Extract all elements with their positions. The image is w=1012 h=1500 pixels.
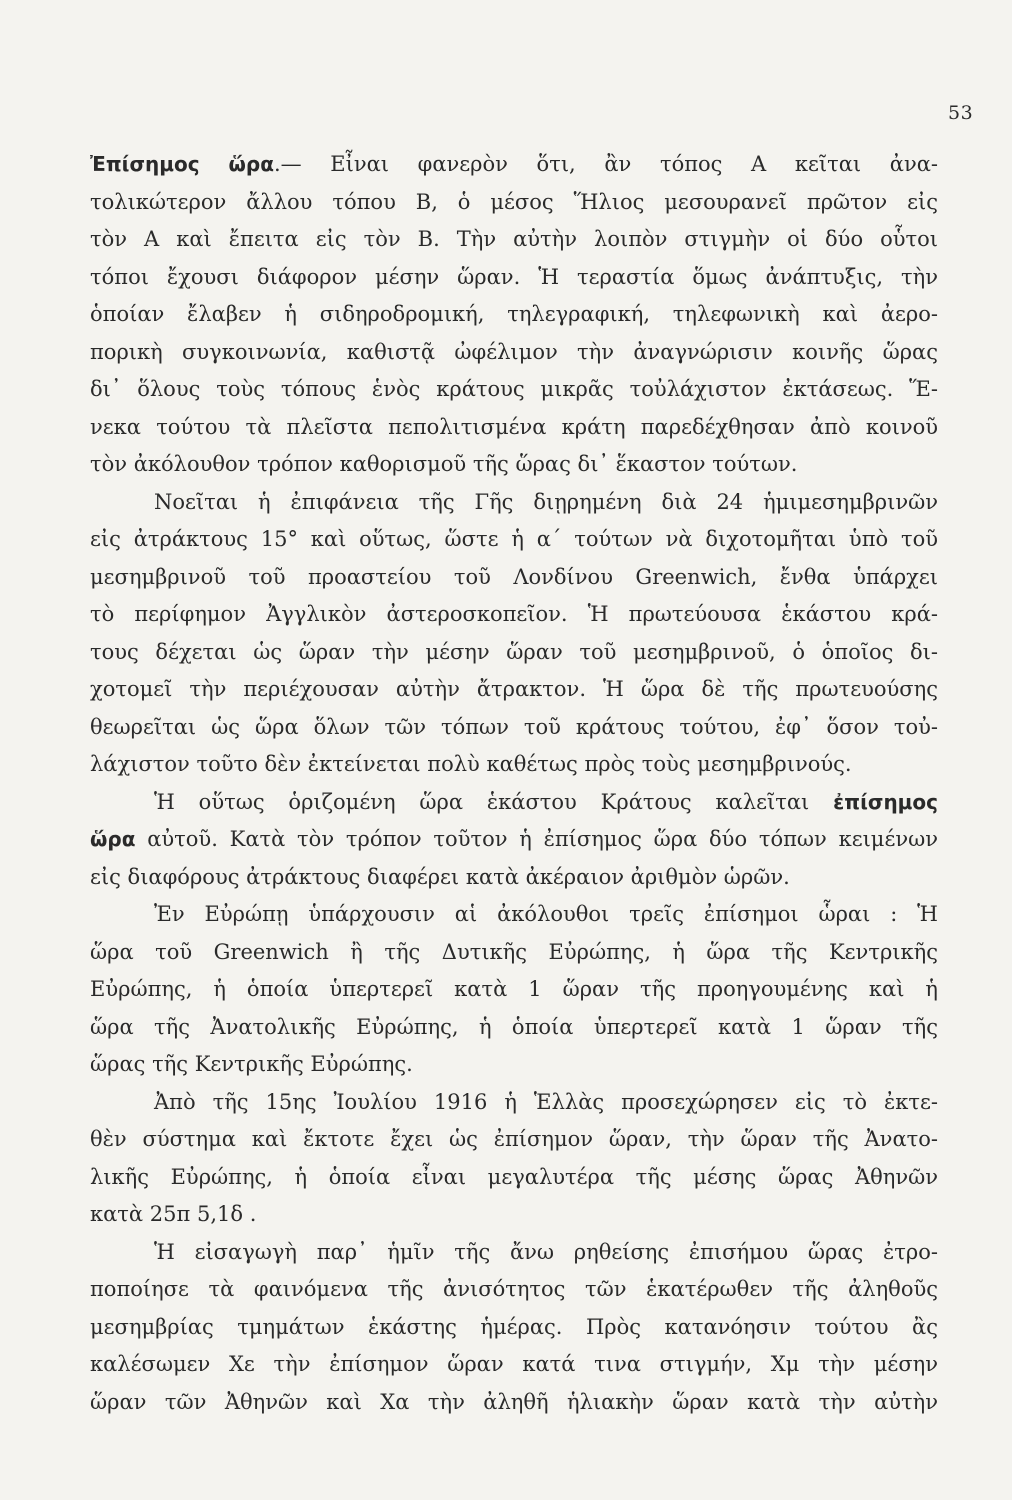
text-line: ποποίησε τὰ φαινόμενα τῆς ἀνισότητος τῶν ἑκατέρωθεν τῆς ἀληθοῦς xyxy=(90,1277,938,1301)
text-line: λάχιστον τοῦτο δὲν ἐκτείνεται πολὺ καθέτως πρὸς τοὺς μεσημβρινούς. xyxy=(90,752,852,776)
text-line: ὁποίαν ἔλαβεν ἡ σιδηροδρομική, τηλεγραφική, τηλεφωνικὴ καὶ ἀερο- xyxy=(90,302,938,326)
text-line: Ἐπίσημος ὥρα.— Εἶναι φανερὸν ὅτι, ἂν τόπος Α κεῖται ἀνα- xyxy=(90,152,938,176)
text-line: πορικὴ συγκοινωνία, καθιστᾷ ὠφέλιμον τὴν ἀναγνώρισιν κοινῆς ὥρας xyxy=(90,339,938,364)
text-line: τολικώτερον ἄλλου τόπου Β, ὁ μέσος Ἥλιος μεσουρανεῖ πρῶτον εἰς xyxy=(90,189,938,214)
text-line: δι᾽ ὅλους τοὺς τόπους ἑνὸς κράτους μικρᾶς τοὐλάχιστον ἐκτάσεως. Ἕ- xyxy=(90,377,938,401)
paragraph-definition xyxy=(90,784,938,897)
text-line: Ἀπὸ τῆς 15ης Ἰουλίου 1916 ἡ Ἑλλὰς προσεχώρησεν εἰς τὸ ἐκτε- xyxy=(154,1089,938,1114)
text-line: ὥρα τῆς Ἀνατολικῆς Εὐρώπης, ἡ ὁποία ὑπερτερεῖ κατὰ 1 ὥραν τῆς xyxy=(90,1014,938,1039)
text-line: Ἡ εἰσαγωγὴ παρ᾽ ἡμῖν τῆς ἄνω ρηθείσης ἐπισήμου ὥρας ἐτρο- xyxy=(154,1239,938,1264)
paragraph-europe-zones xyxy=(90,896,938,1084)
text-line: χοτομεῖ τὴν περιέχουσαν αὐτὴν ἄτρακτον. Ἡ ὥρα δὲ τῆς πρωτευούσης xyxy=(90,677,938,701)
text-line: Ἐν Εὐρώπῃ ὑπάρχουσιν αἱ ἀκόλουθοι τρεῖς ἐπίσημοι ὧραι : Ἡ xyxy=(154,902,938,926)
text-line: μεσημβρινοῦ τοῦ προαστείου τοῦ Λονδίνου Greenwich, ἔνθα ὑπάρχει xyxy=(90,564,938,589)
text-line: Εὐρώπης, ἡ ὁποία ὑπερτερεῖ κατὰ 1 ὥραν τῆς προηγουμένης καὶ ἡ xyxy=(90,977,938,1001)
section-heading: Ἐπίσημος ὥρα xyxy=(90,152,274,176)
text-line: θὲν σύστημα καὶ ἔκτοτε ἔχει ὡς ἐπίσημον ὥραν, τὴν ὥραν τῆς Ἀνατο- xyxy=(90,1127,938,1151)
bold-term: ἐπίσημος xyxy=(833,789,938,814)
text-line: ὥρας τῆς Κεντρικῆς Εὐρώπης. xyxy=(90,1052,413,1076)
text-line: εἰς ἀτράκτους 15° καὶ οὕτως, ὥστε ἡ α´ τούτων νὰ διχοτομῆται ὑπὸ τοῦ xyxy=(90,527,938,551)
paragraph-introduction-effects xyxy=(90,1234,938,1422)
text-line: λικῆς Εὐρώπης, ἡ ὁποία εἶναι μεγαλυτέρα τῆς μέσης ὥρας Ἀθηνῶν xyxy=(90,1164,938,1189)
page-number: 53 xyxy=(948,102,974,124)
text-line: τὸν ἀκόλουθον τρόπον καθορισμοῦ τῆς ὥρας δι᾽ ἕκαστον τούτων. xyxy=(90,452,798,476)
bold-term: ὥρα xyxy=(90,827,136,851)
text-line: τὸν Α καὶ ἔπειτα εἰς τὸν Β. Τὴν αὐτὴν λοιπὸν στιγμὴν οἱ δύο οὗτοι xyxy=(90,227,938,251)
text-line: εἰς διαφόρους ἀτράκτους διαφέρει κατὰ ἀκέραιον ἀριθμὸν ὡρῶν. xyxy=(90,864,790,889)
text-line: Ἡ οὕτως ὁριζομένη ὥρα ἑκάστου Κράτους καλεῖται ἐπίσημος xyxy=(154,789,938,814)
body-text xyxy=(90,146,938,1421)
text-line: θεωρεῖται ὡς ὥρα ὅλων τῶν τόπων τοῦ κράτους τούτου, ἐφ᾽ ὅσον τοὐ- xyxy=(90,714,938,739)
text-line: νεκα τούτου τὰ πλεῖστα πεπολιτισμένα κράτη παρεδέχθησαν ἀπὸ κοινοῦ xyxy=(90,414,938,439)
paragraph-official-time xyxy=(90,146,938,484)
text-line: τους δέχεται ὡς ὥραν τὴν μέσην ὥραν τοῦ μεσημβρινοῦ, ὁ ὁποῖος δι- xyxy=(90,639,938,664)
text-line: ὥραν τῶν Ἀθηνῶν καὶ Χα τὴν ἀληθῆ ἡλιακὴν ὥραν κατὰ τὴν αὐτὴν xyxy=(90,1389,938,1414)
text-line: μεσημβρίας τμημάτων ἑκάστης ἡμέρας. Πρὸς κατανόησιν τούτου ἂς xyxy=(90,1314,938,1339)
text-line: καλέσωμεν Χε τὴν ἐπίσημον ὥραν κατά τινα στιγμήν, Χμ τὴν μέσην xyxy=(90,1352,938,1376)
text-line: κατὰ 25π 5,1δ . xyxy=(90,1202,257,1226)
text-line: τὸ περίφημον Ἀγγλικὸν ἀστεροσκοπεῖον. Ἡ πρωτεύουσα ἑκάστου κρά- xyxy=(90,602,938,626)
paragraph-greece-adoption xyxy=(90,1084,938,1234)
text-line: Νοεῖται ἡ ἐπιφάνεια τῆς Γῆς διῃρημένη διὰ 24 ἡμιμεσημβρινῶν xyxy=(154,489,938,514)
text-line: ὥρα τοῦ Greenwich ἢ τῆς Δυτικῆς Εὐρώπης, ἡ ὥρα τῆς Κεντρικῆς xyxy=(90,939,938,964)
paragraph-time-zones xyxy=(90,484,938,784)
text-line: τόποι ἔχουσι διάφορον μέσην ὥραν. Ἡ τεραστία ὅμως ἀνάπτυξις, τὴν xyxy=(90,264,938,289)
text-line: ὥρα αὐτοῦ. Κατὰ τὸν τρόπον τοῦτον ἡ ἐπίσημος ὥρα δύο τόπων κειμένων xyxy=(90,827,938,851)
